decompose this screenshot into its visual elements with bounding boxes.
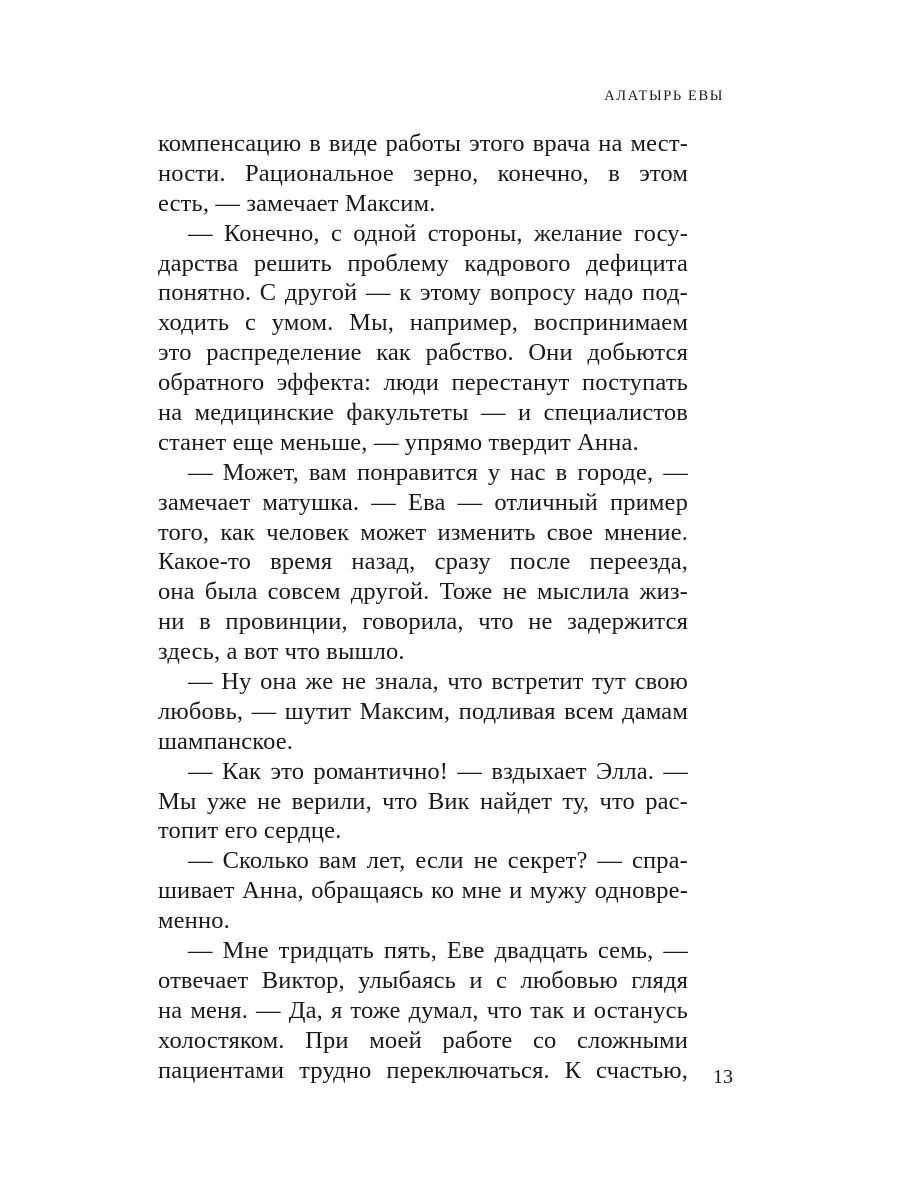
text-line: есть, — замечает Максим.: [158, 189, 436, 217]
text-line: она была совсем другой. Тоже не мыслила жиз-: [158, 578, 688, 606]
text-line: ни в провинции, говорила, что не задержится: [158, 608, 688, 636]
text-line: топит его сердце.: [158, 817, 342, 845]
text-line: Мы уже не верили, что Вик найдет ту, что рас-: [158, 787, 688, 815]
body-text: [158, 129, 688, 1086]
text-line: холостяком. При моей работе со сложными: [158, 1026, 688, 1054]
text-line: Какое-то время назад, сразу после переезда,: [158, 548, 688, 576]
text-line: компенсацию в виде работы этого врача на мест-: [158, 130, 688, 157]
text-line: — Как это романтично! — вздыхает Элла. —: [188, 757, 688, 785]
text-line: — Может, вам понравится у нас в городе, —: [188, 458, 688, 486]
text-line: это распределение как рабство. Они добьются: [158, 339, 688, 367]
text-line: любовь, — шутит Максим, подливая всем дамам: [158, 697, 688, 725]
text-line: шивает Анна, обращаясь ко мне и мужу одновре-: [158, 877, 688, 905]
text-line: — Сколько вам лет, если не секрет? — спра-: [188, 847, 688, 875]
text-line: менно.: [158, 907, 230, 935]
text-line: на меня. — Да, я тоже думал, что так и останусь: [158, 996, 688, 1024]
text-line: — Мне тридцать пять, Еве двадцать семь, —: [188, 937, 688, 965]
text-line: обратного эффекта: люди перестанут поступать: [158, 369, 688, 397]
text-line: пациентами трудно переключаться. К счастью,: [158, 1056, 688, 1084]
text-line: отвечает Виктор, улыбаясь и с любовью глядя: [158, 966, 688, 994]
text-line: понятно. С другой — к этому вопросу надо под-: [158, 279, 688, 307]
text-line: ходить с умом. Мы, например, воспринимаем: [158, 309, 688, 337]
page-number: 13: [713, 1066, 733, 1088]
text-line: дарства решить проблему кадрового дефицита: [158, 249, 688, 277]
text-line: на медицинские факультеты — и специалистов: [158, 399, 688, 427]
text-line: станет еще меньше, — упрямо твердит Анна.: [158, 428, 639, 456]
text-line: — Ну она же не знала, что встретит тут свою: [188, 668, 688, 696]
text-line: замечает матушка. — Ева — отличный пример: [158, 488, 688, 516]
text-line: шампанское.: [158, 727, 294, 755]
running-header-title: АЛАТЫРЬ ЕВЫ: [604, 88, 724, 104]
text-line: ности. Рациональное зерно, конечно, в этом: [158, 159, 688, 187]
text-line: того, как человек может изменить свое мнение.: [158, 518, 688, 546]
text-line: — Конечно, с одной стороны, желание госу-: [188, 219, 688, 247]
text-line: здесь, а вот что вышло.: [158, 638, 405, 666]
